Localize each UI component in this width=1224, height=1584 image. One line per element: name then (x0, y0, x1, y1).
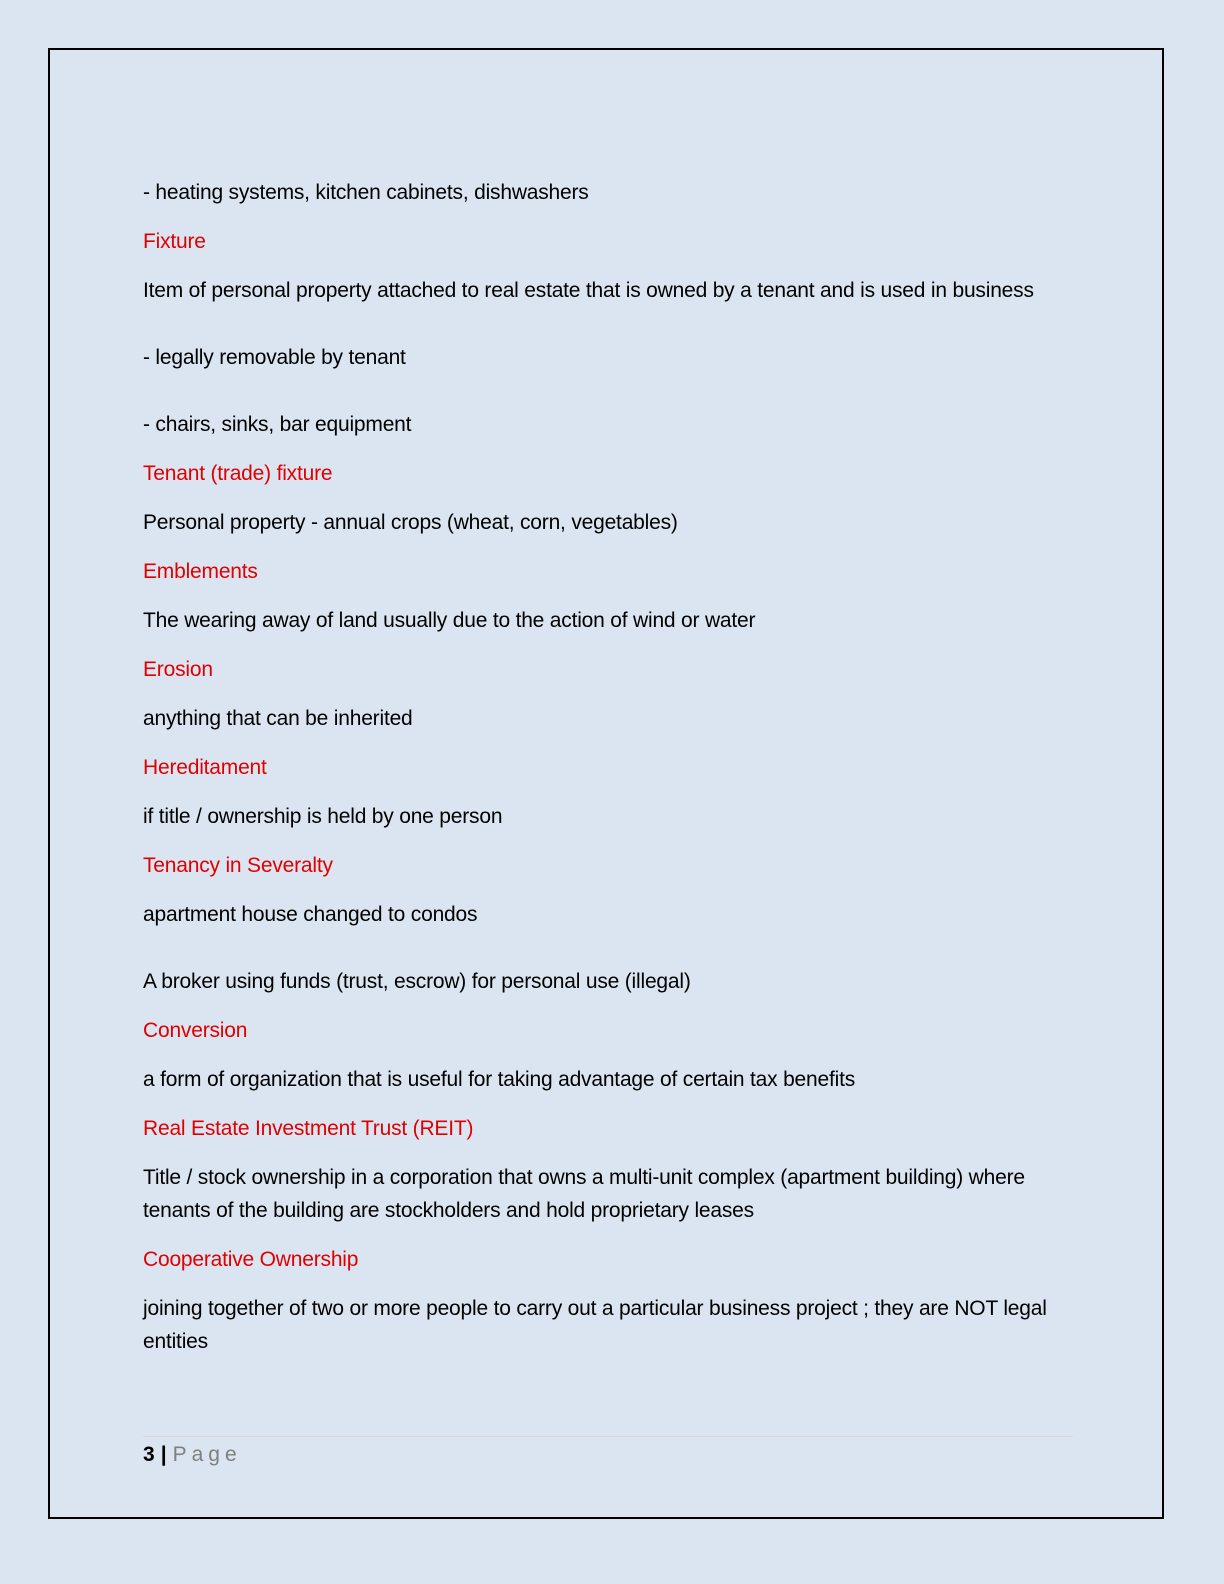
term-heading: Conversion (143, 1019, 248, 1042)
definition-text: - legally removable by tenant (143, 346, 406, 369)
page-number: 3 (143, 1443, 155, 1466)
term-heading: Emblements (143, 560, 258, 583)
term-heading: Fixture (143, 230, 206, 253)
footer-divider (143, 1436, 1073, 1437)
term-heading: Tenancy in Severalty (143, 854, 333, 877)
term-heading: Hereditament (143, 756, 267, 779)
definition-text: apartment house changed to condos (143, 903, 478, 926)
footer-separator: | (160, 1443, 167, 1466)
definition-text: Title / stock ownership in a corporation that owns a multi-unit complex (apartment building) where tenants of the building are stockholders and hold proprietary leases (143, 1166, 1025, 1222)
definition-text: - heating systems, kitchen cabinets, dishwashers (143, 181, 589, 204)
document-body (143, 176, 1073, 1358)
term-heading: Erosion (143, 658, 213, 681)
definition-text: The wearing away of land usually due to the action of wind or water (143, 609, 756, 632)
term-heading: Tenant (trade) fixture (143, 462, 333, 485)
definition-text: anything that can be inherited (143, 707, 413, 730)
page-label: Page (172, 1443, 242, 1466)
definition-text: - chairs, sinks, bar equipment (143, 413, 412, 436)
definition-text: Personal property - annual crops (wheat, corn, vegetables) (143, 511, 678, 534)
definition-text: A broker using funds (trust, escrow) for personal use (illegal) (143, 970, 691, 993)
definition-text: a form of organization that is useful for taking advantage of certain tax benefits (143, 1068, 856, 1091)
definition-text: Item of personal property attached to real estate that is owned by a tenant and is used in business (143, 279, 1034, 302)
term-heading: Cooperative Ownership (143, 1248, 359, 1271)
definition-text: if title / ownership is held by one person (143, 805, 503, 828)
term-heading: Real Estate Investment Trust (REIT) (143, 1117, 474, 1140)
page-footer (143, 1438, 242, 1471)
definition-text: joining together of two or more people to carry out a particular business project ; they are NOT legal entities (143, 1297, 1047, 1353)
